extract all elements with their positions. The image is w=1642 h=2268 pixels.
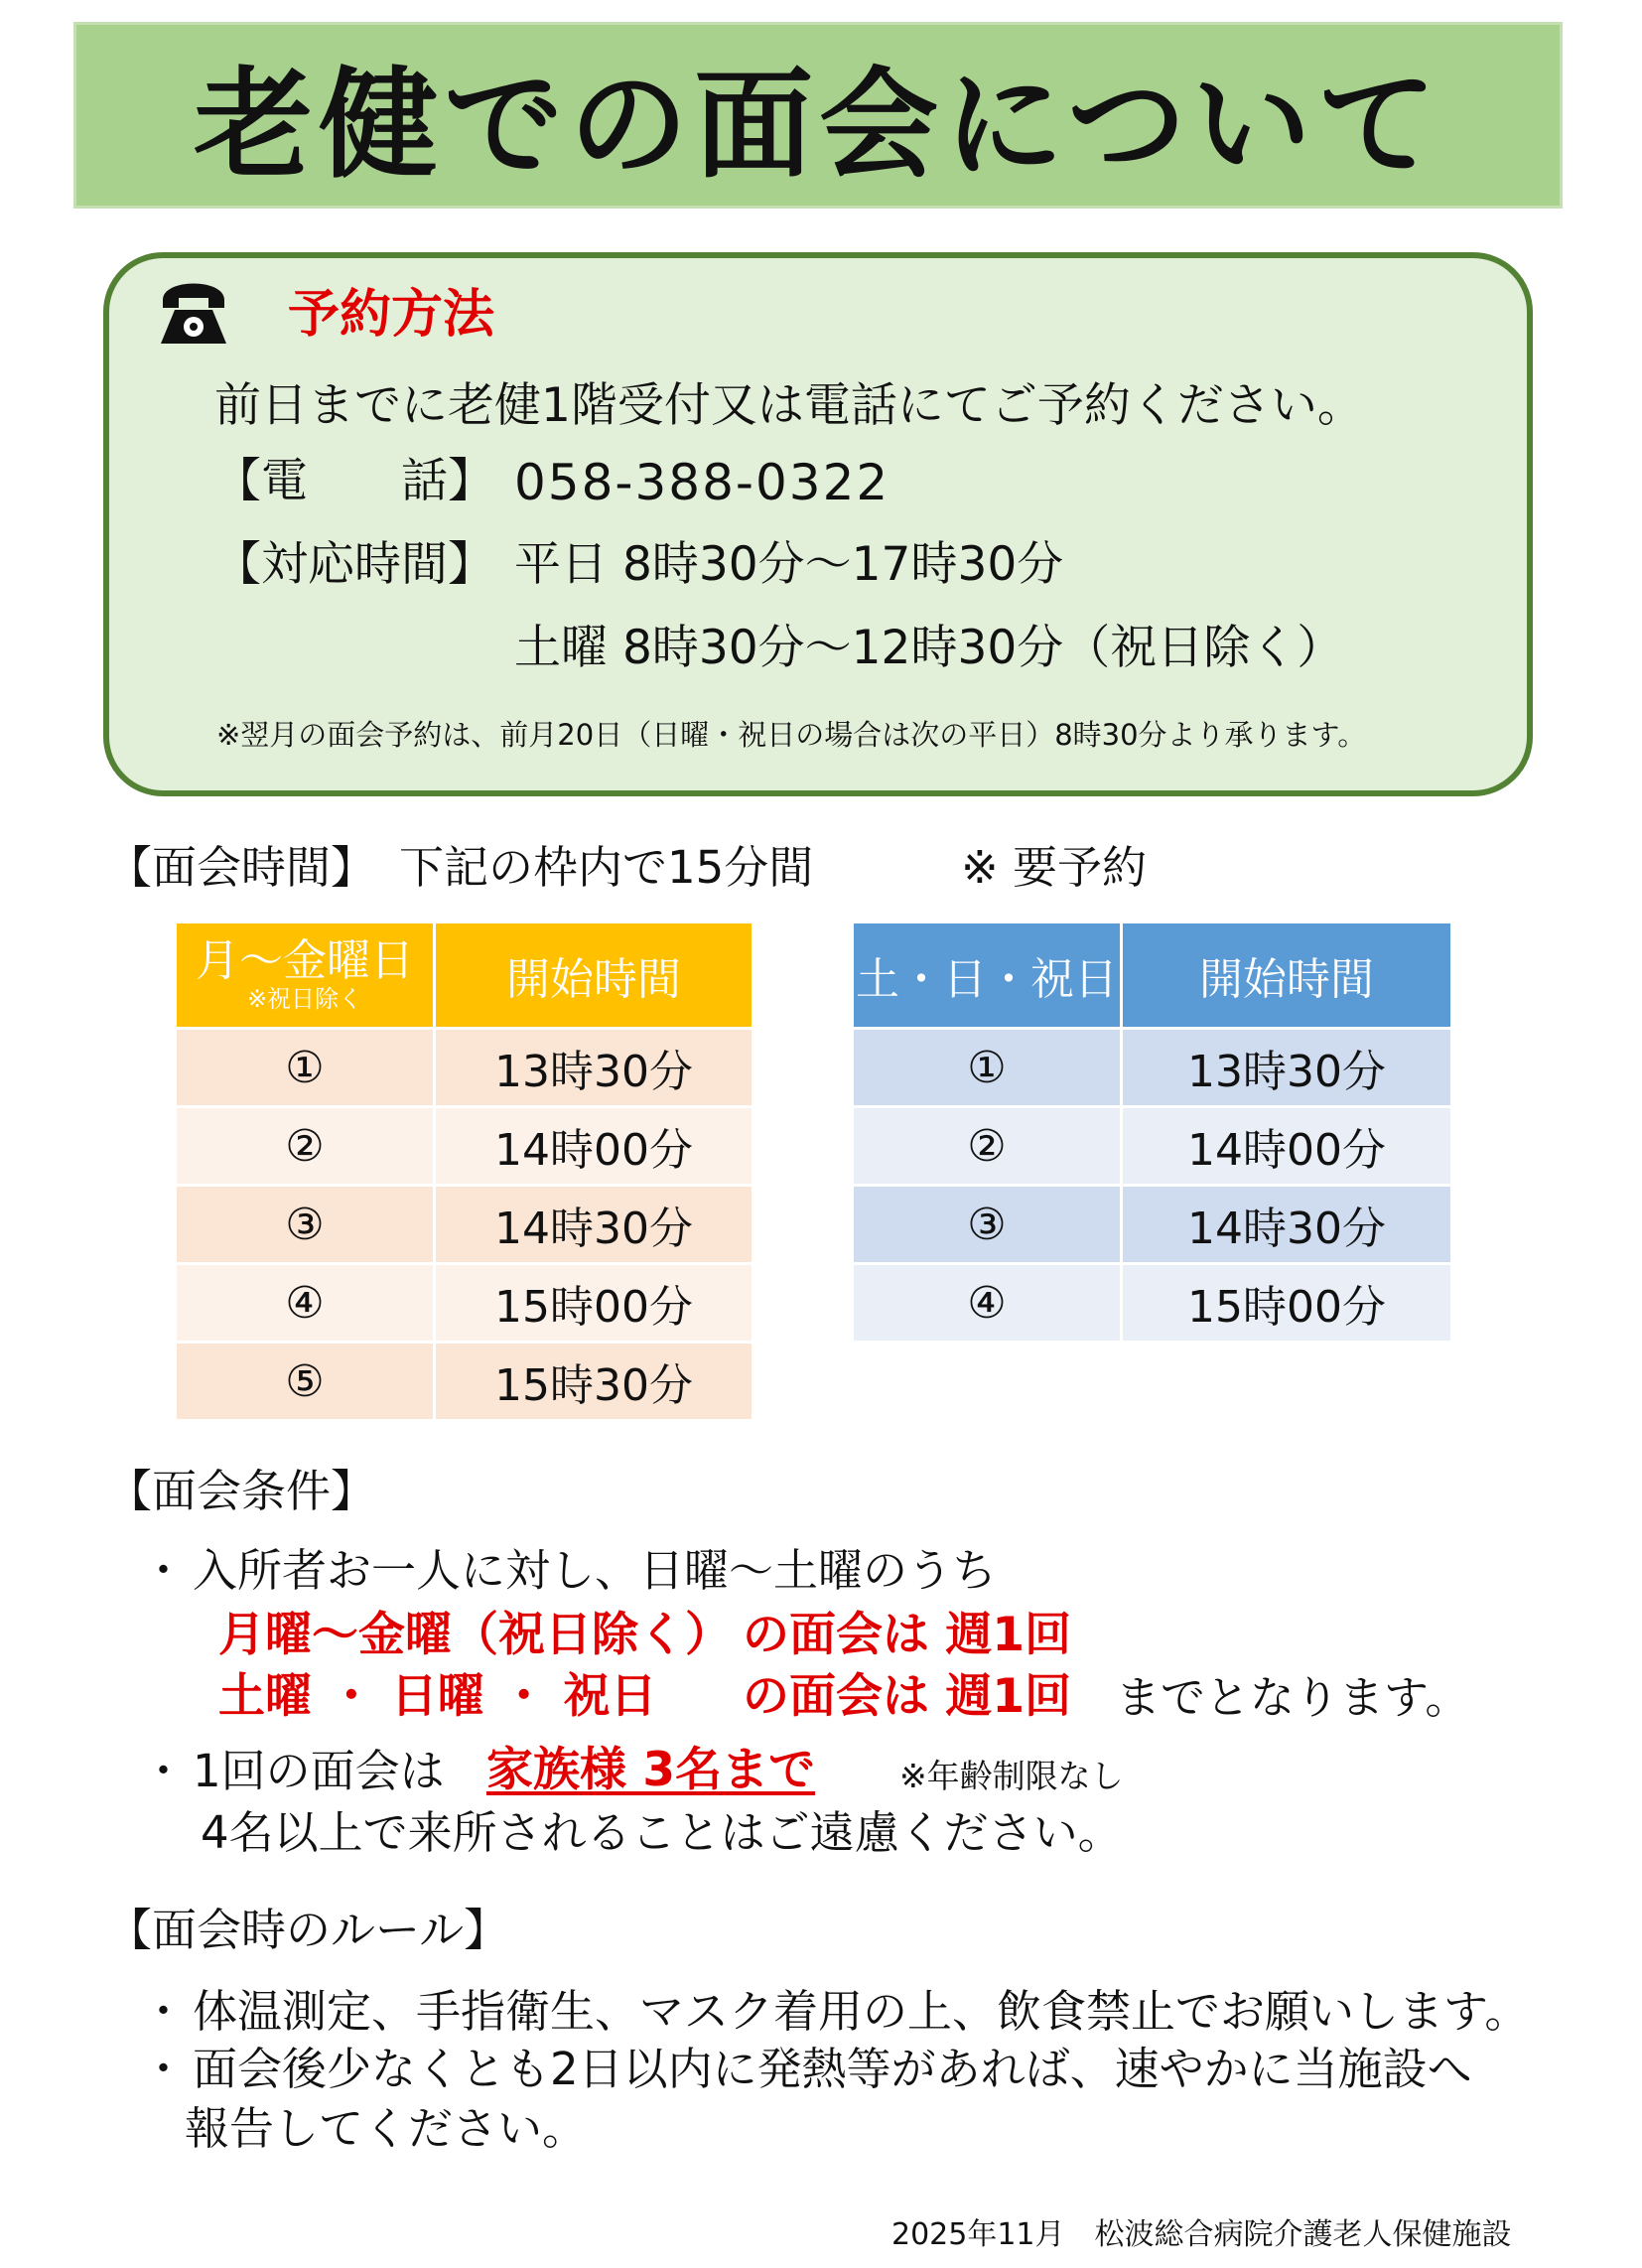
table-row [854,1187,1450,1262]
page-title: 老健での面会について [194,57,1442,195]
hours-weekday: 平日 8時30分～17時30分 [514,537,1064,592]
reservation-heading: 予約方法 [288,285,495,345]
table-header-row [854,923,1450,1027]
tel-number: 058-388-0322 [514,454,890,511]
table-header-row [177,923,752,1027]
table-row [854,1030,1450,1105]
bullet: ・ [141,1544,187,1597]
header-start-time: 開始時間 [436,923,752,1027]
weekday-limit-label: 月曜～金曜（祝日除く） [218,1608,732,1662]
table-row [854,1265,1450,1341]
reservation-required-note: ※ 要予約 [961,841,1148,894]
slot-time: 15時30分 [436,1344,752,1419]
visiting-time-label: 【面会時間】 [107,841,376,894]
weekend-limit-value: の面会は 週1回 [743,1669,1072,1724]
slot-time: 13時30分 [1123,1030,1450,1105]
header-day: 土・日・祝日 [854,923,1120,1027]
conditions-heading: 【面会条件】 [107,1465,376,1517]
conditions-tail: までとなります。 [1116,1671,1470,1724]
slot-number: ② [854,1108,1120,1184]
reservation-instruction: 前日までに老健1階受付又は電話にてご予約ください。 [214,378,1364,433]
title-banner [73,22,1563,209]
header-day [177,923,433,1027]
weekend-slot-table [851,921,1453,1344]
conditions-line4: 4名以上で来所されることはご遠慮ください。 [201,1806,1123,1859]
weekend-limit-label: 土曜 ・ 日曜 ・ 祝日 [218,1669,657,1724]
rules-line1: 体温測定、手指衛生、マスク着用の上、飲食禁止でお願いします。 [193,1985,1530,2038]
header-start-time: 開始時間 [1123,923,1450,1027]
slot-number: ③ [177,1187,433,1262]
bullet: ・ [141,1745,187,1797]
weekday-slot-table [174,921,754,1422]
rules-line2: 面会後少なくとも2日以内に発熱等があれば、速やかに当施設へ [193,2043,1472,2095]
telephone-icon [157,270,230,348]
slot-number: ① [854,1030,1120,1105]
slot-number: ③ [854,1187,1120,1262]
weekday-limit-value: の面会は 週1回 [743,1608,1072,1662]
slot-time: 15時00分 [436,1265,752,1341]
tel-label: 【電 話】 [214,454,494,508]
table-row [177,1265,752,1341]
table-row [177,1108,752,1184]
slot-time: 14時00分 [1123,1108,1450,1184]
rules-heading: 【面会時のルール】 [107,1904,509,1956]
hours-saturday: 土曜 8時30分～12時30分（祝日除く） [514,621,1344,675]
table-row [177,1187,752,1262]
slot-number: ② [177,1108,433,1184]
table-row [854,1108,1450,1184]
table-row [177,1344,752,1419]
slot-number: ④ [854,1265,1120,1341]
hours-label: 【対応時間】 [214,537,494,592]
slot-time: 14時30分 [436,1187,752,1262]
family-limit: 家族様 3名まで [486,1743,816,1797]
slot-time: 14時00分 [436,1108,752,1184]
slot-time: 13時30分 [436,1030,752,1105]
conditions-line3-prefix: 1回の面会は [193,1745,445,1797]
slot-time: 14時30分 [1123,1187,1450,1262]
rules-line3: 報告してください。 [185,2102,588,2155]
bullet: ・ [141,2043,187,2095]
slot-number: ④ [177,1265,433,1341]
slot-number: ⑤ [177,1344,433,1419]
slot-time: 15時00分 [1123,1265,1450,1341]
footer: 2025年11月 松波総合病院介護老人保健施設 [891,2217,1512,2252]
table-row [177,1030,752,1105]
conditions-line1: 入所者お一人に対し、日曜～土曜のうち [193,1544,998,1597]
header-day-label: 月～金曜日 [196,935,414,986]
age-note: ※年齢制限なし [899,1757,1124,1795]
header-day-sub: ※祝日除く [246,985,363,1013]
slot-number: ① [177,1030,433,1105]
reservation-note: ※翌月の面会予約は、前月20日（日曜・祝日の場合は次の平日）8時30分より承ります。 [216,718,1367,752]
visiting-time-description: 下記の枠内で15分間 [399,841,814,894]
bullet: ・ [141,1985,187,2038]
